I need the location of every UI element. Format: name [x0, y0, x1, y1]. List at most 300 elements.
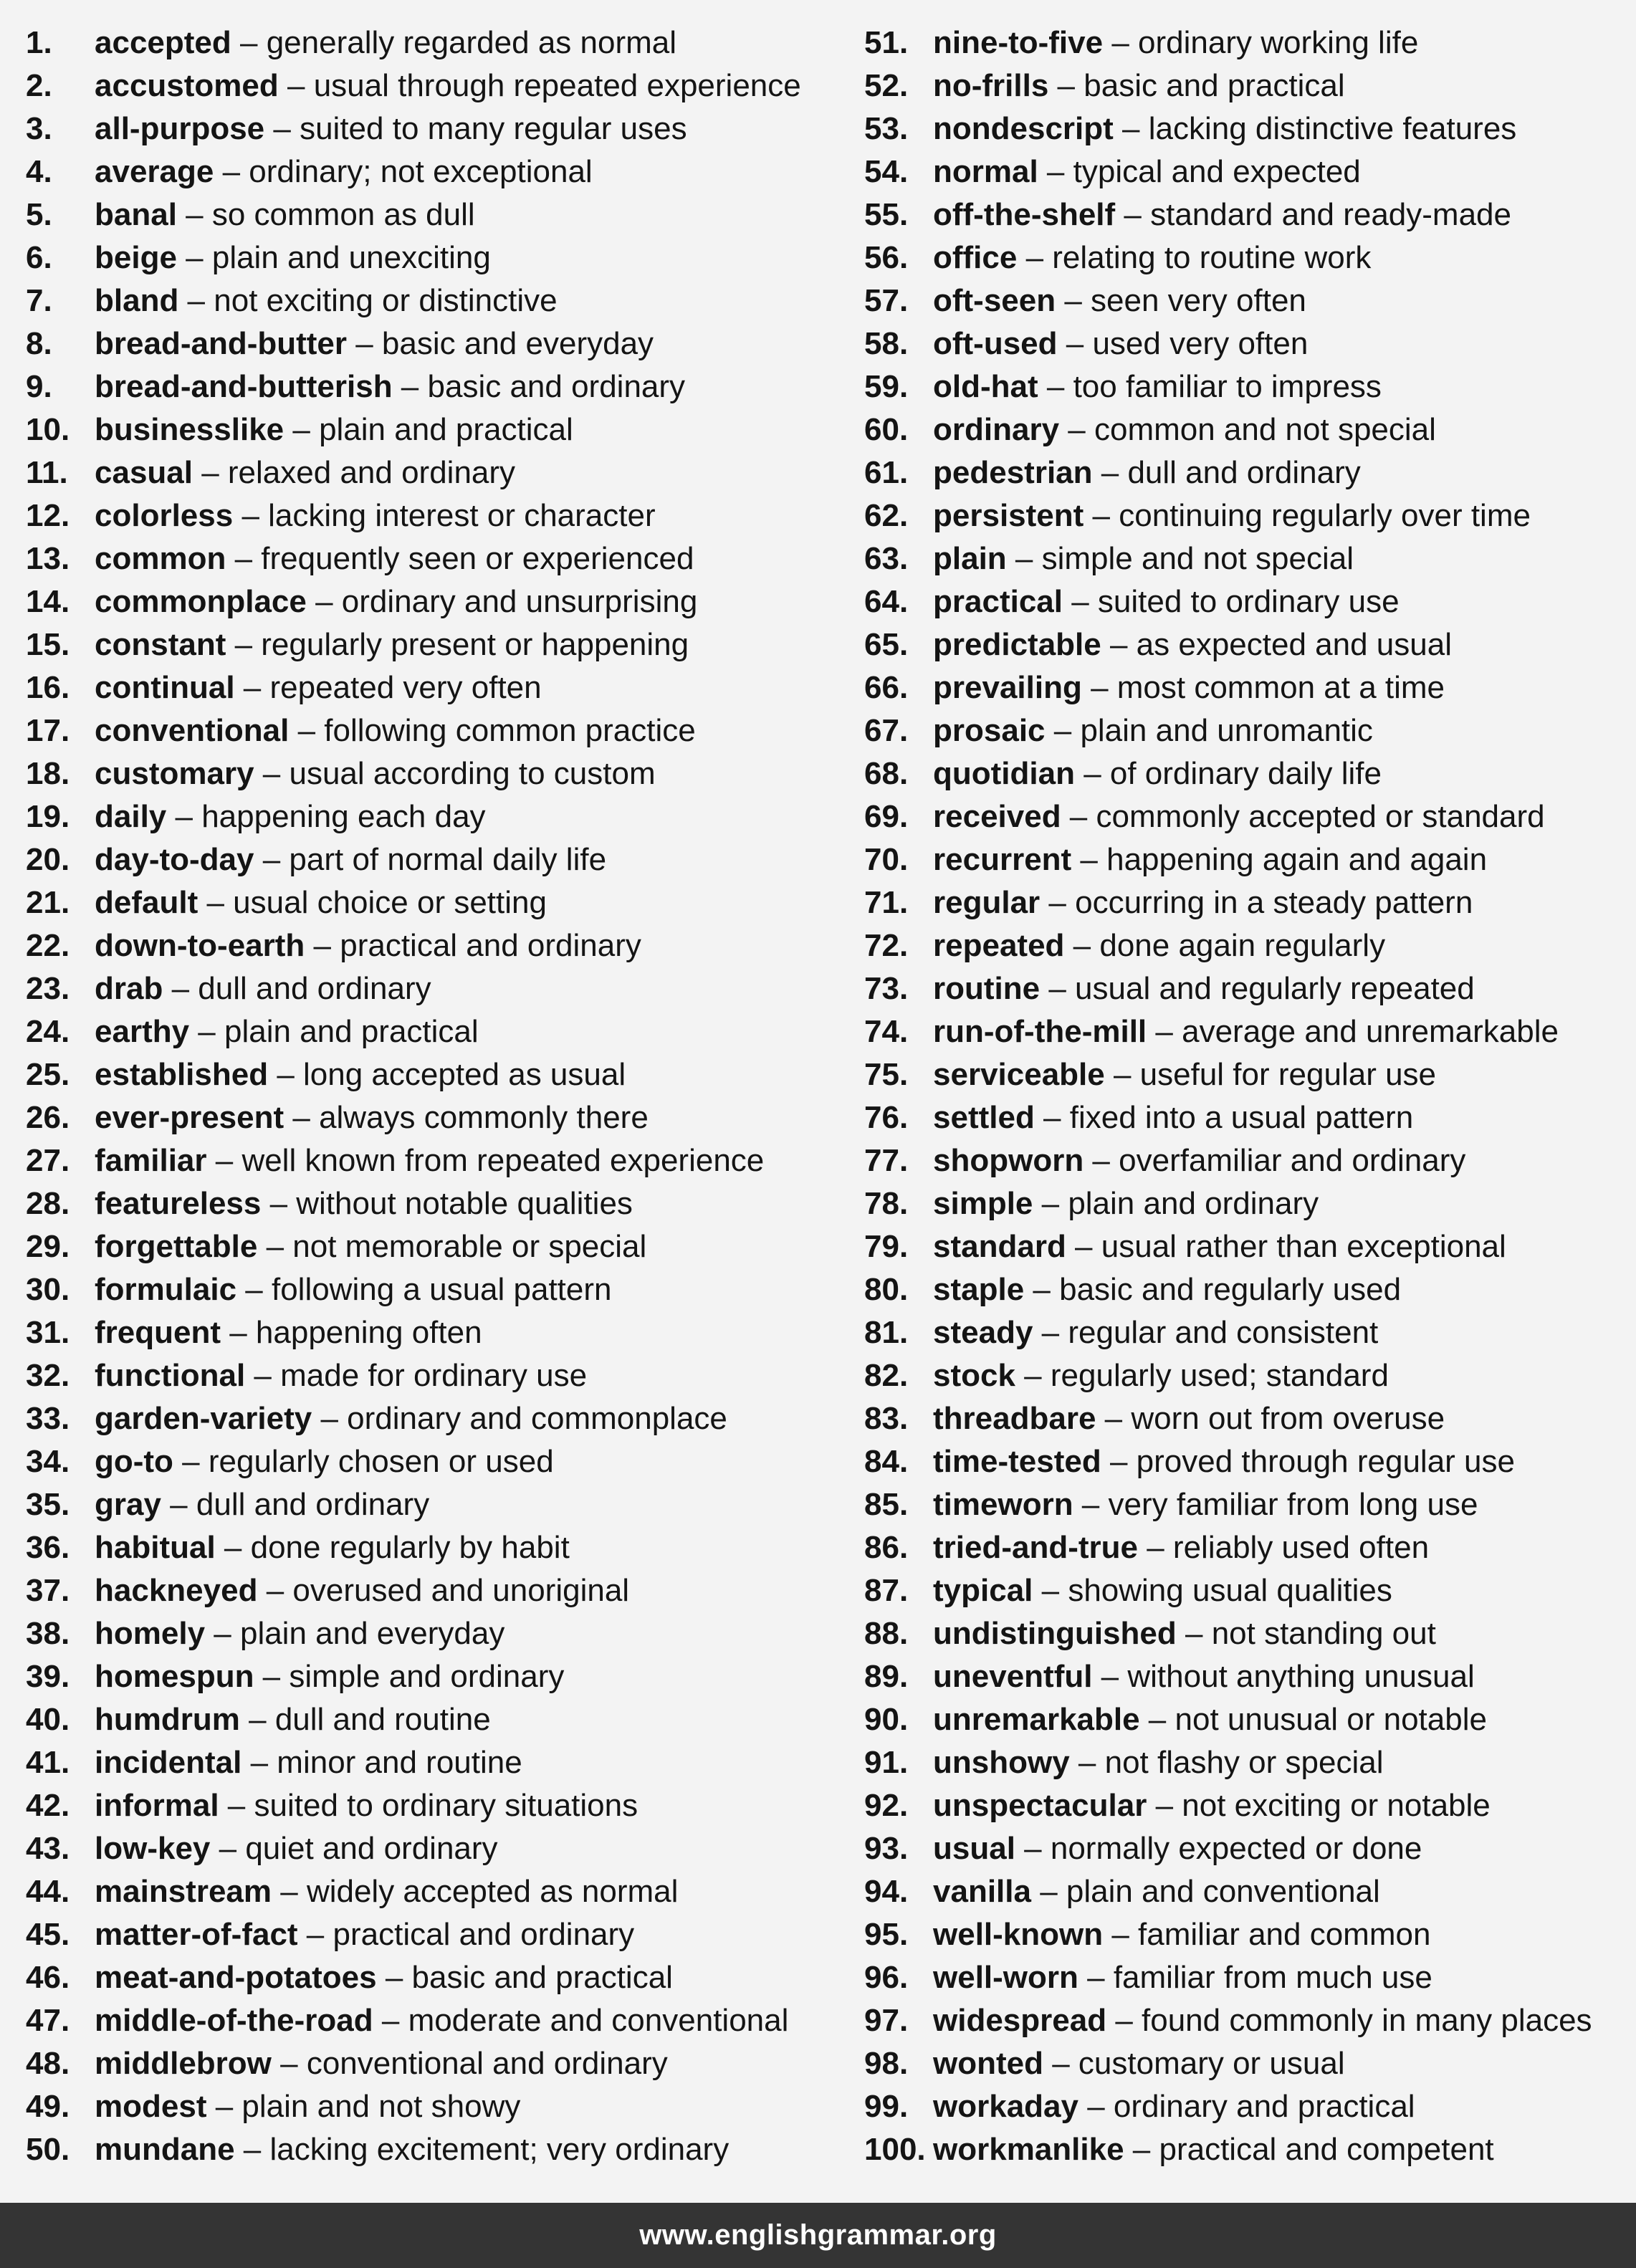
item-definition: plain and practical: [224, 1014, 479, 1049]
item-definition: proved through regular use: [1136, 1444, 1515, 1479]
item-word: casual: [95, 455, 193, 490]
item-number: 47.: [26, 2003, 70, 2038]
item-separator: –: [254, 1659, 290, 1694]
item-definition: simple and not special: [1041, 541, 1354, 576]
item-separator: –: [1084, 1143, 1119, 1178]
item-definition: relating to routine work: [1052, 240, 1372, 275]
item-word: accepted: [95, 25, 231, 60]
list-item: [864, 838, 1624, 881]
item-definition: customary or usual: [1078, 2046, 1345, 2081]
item-number: 28.: [26, 1186, 70, 1221]
list-item: [26, 1010, 836, 1053]
list-item: [864, 1655, 1624, 1698]
list-item: [26, 1483, 836, 1526]
item-definition: most common at a time: [1116, 670, 1445, 705]
item-separator: –: [1081, 670, 1117, 705]
list-item: [26, 236, 836, 279]
item-definition: usual and regularly repeated: [1075, 971, 1475, 1006]
item-number: 53.: [864, 111, 909, 146]
item-definition: plain and not showy: [241, 2089, 521, 2124]
item-definition: following common practice: [324, 713, 696, 748]
item-definition: as expected and usual: [1136, 627, 1452, 662]
item-definition: suited to ordinary situations: [254, 1788, 638, 1823]
item-definition: ordinary and practical: [1113, 2089, 1415, 2124]
item-word: received: [933, 799, 1061, 834]
item-definition: generally regarded as normal: [266, 25, 677, 60]
item-word: routine: [933, 971, 1041, 1006]
item-separator: –: [376, 1960, 412, 1995]
list-item: [864, 365, 1624, 408]
item-number: 76.: [864, 1100, 909, 1135]
list-item: [864, 1999, 1624, 2042]
item-number: 89.: [864, 1659, 909, 1694]
item-number: 71.: [864, 885, 909, 920]
list-item: [864, 1569, 1624, 1612]
item-word: middle-of-the-road: [95, 2003, 373, 2038]
item-number: 61.: [864, 455, 909, 490]
item-definition: overused and unoriginal: [292, 1573, 630, 1608]
item-separator: –: [163, 971, 198, 1006]
item-number: 51.: [864, 25, 909, 60]
item-number: 5.: [26, 197, 52, 232]
item-separator: –: [264, 111, 300, 146]
item-word: office: [933, 240, 1018, 275]
list-item: [26, 838, 836, 881]
item-definition: not unusual or notable: [1175, 1702, 1487, 1737]
item-separator: –: [189, 1014, 224, 1049]
list-item: [864, 967, 1624, 1010]
item-word: earthy: [95, 1014, 190, 1049]
item-separator: –: [1045, 713, 1081, 748]
item-definition: well known from repeated experience: [241, 1143, 765, 1178]
item-definition: fixed into a usual pattern: [1069, 1100, 1414, 1135]
item-separator: –: [1138, 1530, 1173, 1565]
item-definition: made for ordinary use: [280, 1358, 588, 1393]
item-word: old-hat: [933, 369, 1038, 404]
item-definition: happening again and again: [1106, 842, 1488, 877]
item-word: meat-and-potatoes: [95, 1960, 377, 1995]
item-word: nine-to-five: [933, 25, 1104, 60]
item-separator: –: [1038, 369, 1073, 404]
item-number: 14.: [26, 584, 70, 619]
list-item: [864, 451, 1624, 494]
item-word: standard: [933, 1229, 1066, 1264]
list-item: [864, 2128, 1624, 2171]
item-separator: –: [226, 627, 262, 662]
item-word: pedestrian: [933, 455, 1093, 490]
item-number: 96.: [864, 1960, 909, 1995]
footer-website-link[interactable]: www.englishgrammar.org: [639, 2219, 997, 2251]
list-item: [864, 1913, 1624, 1956]
item-number: 70.: [864, 842, 909, 877]
item-separator: –: [176, 240, 212, 275]
list-item: [864, 1612, 1624, 1655]
item-word: nondescript: [933, 111, 1114, 146]
list-item: [864, 881, 1624, 924]
item-separator: –: [206, 1143, 242, 1178]
item-separator: –: [1101, 627, 1137, 662]
item-word: all-purpose: [95, 111, 265, 146]
item-definition: dull and ordinary: [1127, 455, 1361, 490]
list-item: [26, 64, 836, 107]
item-definition: basic and practical: [1084, 68, 1345, 103]
item-separator: –: [1073, 1487, 1109, 1522]
item-word: oft-seen: [933, 283, 1056, 318]
item-number: 93.: [864, 1831, 909, 1866]
item-number: 74.: [864, 1014, 909, 1049]
list-item: [864, 408, 1624, 451]
item-definition: basic and ordinary: [427, 369, 686, 404]
item-definition: basic and regularly used: [1059, 1272, 1402, 1307]
item-word: garden-variety: [95, 1401, 312, 1436]
item-separator: –: [373, 2003, 408, 2038]
item-word: widespread: [933, 2003, 1107, 2038]
list-item: [864, 1311, 1624, 1354]
item-separator: –: [205, 1616, 240, 1651]
list-item: [864, 2042, 1624, 2085]
item-word: unspectacular: [933, 1788, 1147, 1823]
item-separator: –: [1115, 197, 1151, 232]
item-number: 26.: [26, 1100, 70, 1135]
item-number: 44.: [26, 1874, 70, 1909]
list-item: [864, 1354, 1624, 1397]
item-separator: –: [1092, 1659, 1128, 1694]
list-item: [26, 1526, 836, 1569]
item-number: 36.: [26, 1530, 70, 1565]
list-item: [864, 1741, 1624, 1784]
list-item: [864, 580, 1624, 623]
list-item: [864, 1010, 1624, 1053]
item-number: 97.: [864, 2003, 909, 2038]
item-definition: not exciting or notable: [1182, 1788, 1491, 1823]
item-separator: –: [1061, 799, 1096, 834]
item-separator: –: [206, 2089, 242, 2124]
item-number: 34.: [26, 1444, 70, 1479]
item-number: 82.: [864, 1358, 909, 1393]
list-item: [26, 1182, 836, 1225]
item-word: down-to-earth: [95, 928, 305, 963]
item-word: modest: [95, 2089, 207, 2124]
item-definition: not standing out: [1211, 1616, 1436, 1651]
word-list-column-right: [864, 21, 1624, 2171]
item-number: 91.: [864, 1745, 909, 1780]
item-number: 100.: [864, 2132, 926, 2167]
item-number: 30.: [26, 1272, 70, 1307]
item-separator: –: [297, 1917, 333, 1952]
item-separator: –: [1024, 1272, 1060, 1307]
item-number: 94.: [864, 1874, 909, 1909]
item-word: ever-present: [95, 1100, 284, 1135]
item-definition: practical and ordinary: [333, 1917, 635, 1952]
item-definition: practical and ordinary: [340, 928, 641, 963]
item-number: 83.: [864, 1401, 909, 1436]
item-word: go-to: [95, 1444, 173, 1479]
item-number: 90.: [864, 1702, 909, 1737]
item-separator: –: [1139, 1702, 1175, 1737]
list-item: [26, 1870, 836, 1913]
item-word: time-tested: [933, 1444, 1101, 1479]
item-number: 46.: [26, 1960, 70, 1995]
item-number: 80.: [864, 1272, 909, 1307]
item-number: 23.: [26, 971, 70, 1006]
item-definition: found commonly in many places: [1142, 2003, 1592, 2038]
item-number: 12.: [26, 498, 70, 533]
item-definition: usual through repeated experience: [313, 68, 801, 103]
item-word: mainstream: [95, 1874, 272, 1909]
list-item: [26, 322, 836, 365]
item-separator: –: [226, 541, 262, 576]
item-definition: happening each day: [201, 799, 486, 834]
item-separator: –: [1147, 1788, 1182, 1823]
item-word: quotidian: [933, 756, 1075, 791]
item-separator: –: [245, 1358, 281, 1393]
item-separator: –: [1034, 1100, 1070, 1135]
item-definition: overfamiliar and ordinary: [1119, 1143, 1466, 1178]
item-separator: –: [1056, 283, 1091, 318]
item-word: serviceable: [933, 1057, 1105, 1092]
item-definition: standard and ready-made: [1150, 197, 1511, 232]
list-item: [26, 1354, 836, 1397]
item-definition: quiet and ordinary: [245, 1831, 498, 1866]
item-word: staple: [933, 1272, 1025, 1307]
item-word: unremarkable: [933, 1702, 1140, 1737]
item-number: 6.: [26, 240, 52, 275]
item-number: 42.: [26, 1788, 70, 1823]
list-item: [26, 1913, 836, 1956]
word-list-column-left: [26, 21, 836, 2171]
item-number: 43.: [26, 1831, 70, 1866]
item-word: constant: [95, 627, 226, 662]
item-word: beige: [95, 240, 177, 275]
item-separator: –: [1096, 1401, 1132, 1436]
item-number: 13.: [26, 541, 70, 576]
item-word: drab: [95, 971, 163, 1006]
item-word: average: [95, 154, 214, 189]
item-separator: –: [1078, 1960, 1114, 1995]
item-separator: –: [1033, 1573, 1068, 1608]
item-separator: –: [173, 1444, 209, 1479]
list-item: [864, 1526, 1624, 1569]
item-separator: –: [198, 885, 234, 920]
item-word: frequent: [95, 1315, 221, 1350]
item-definition: minor and routine: [277, 1745, 522, 1780]
item-word: bread-and-butterish: [95, 369, 393, 404]
item-number: 68.: [864, 756, 909, 791]
footer-bar: [0, 2203, 1636, 2268]
item-number: 52.: [864, 68, 909, 103]
list-item: [864, 494, 1624, 537]
item-separator: –: [1066, 1229, 1101, 1264]
item-number: 99.: [864, 2089, 909, 2124]
item-definition: without anything unusual: [1127, 1659, 1475, 1694]
item-number: 35.: [26, 1487, 70, 1522]
item-separator: –: [284, 1100, 320, 1135]
item-separator: –: [192, 455, 228, 490]
list-item: [864, 279, 1624, 322]
item-definition: plain and conventional: [1066, 1874, 1380, 1909]
item-separator: –: [215, 1530, 251, 1565]
list-item: [864, 1440, 1624, 1483]
item-word: recurrent: [933, 842, 1072, 877]
item-separator: –: [1106, 2003, 1142, 2038]
list-item: [26, 2128, 836, 2171]
item-definition: familiar from much use: [1113, 1960, 1432, 1995]
item-word: prevailing: [933, 670, 1082, 705]
item-definition: showing usual qualities: [1068, 1573, 1392, 1608]
list-item: [864, 1096, 1624, 1139]
item-number: 21.: [26, 885, 70, 920]
item-definition: common and not special: [1094, 412, 1436, 447]
item-word: uneventful: [933, 1659, 1093, 1694]
item-word: conventional: [95, 713, 290, 748]
item-definition: repeated very often: [269, 670, 542, 705]
list-item: [26, 193, 836, 236]
item-word: timeworn: [933, 1487, 1073, 1522]
item-word: homespun: [95, 1659, 254, 1694]
item-definition: frequently seen or experienced: [261, 541, 694, 576]
item-word: hackneyed: [95, 1573, 258, 1608]
item-definition: so common as dull: [211, 197, 475, 232]
item-separator: –: [347, 326, 382, 361]
item-word: steady: [933, 1315, 1033, 1350]
item-number: 65.: [864, 627, 909, 662]
item-separator: –: [241, 1745, 277, 1780]
item-number: 73.: [864, 971, 909, 1006]
list-item: [26, 1139, 836, 1182]
item-definition: suited to many regular uses: [300, 111, 687, 146]
item-separator: –: [1064, 928, 1100, 963]
item-definition: used very often: [1092, 326, 1309, 361]
item-number: 29.: [26, 1229, 70, 1264]
list-item: [864, 1956, 1624, 1999]
list-item: [864, 1268, 1624, 1311]
item-separator: –: [271, 2046, 307, 2081]
item-word: prosaic: [933, 713, 1046, 748]
item-word: threadbare: [933, 1401, 1096, 1436]
item-number: 19.: [26, 799, 70, 834]
item-word: familiar: [95, 1143, 207, 1178]
item-definition: normally expected or done: [1050, 1831, 1422, 1866]
item-word: gray: [95, 1487, 161, 1522]
item-definition: suited to ordinary use: [1097, 584, 1400, 619]
list-item: [26, 752, 836, 795]
item-word: informal: [95, 1788, 219, 1823]
item-definition: occurring in a steady pattern: [1075, 885, 1473, 920]
list-item: [26, 1698, 836, 1741]
item-number: 39.: [26, 1659, 70, 1694]
item-word: undistinguished: [933, 1616, 1177, 1651]
list-item: [864, 1225, 1624, 1268]
item-definition: worn out from overuse: [1131, 1401, 1445, 1436]
item-word: usual: [933, 1831, 1015, 1866]
list-item: [26, 795, 836, 838]
item-separator: –: [1040, 971, 1076, 1006]
item-definition: basic and practical: [411, 1960, 673, 1995]
item-separator: –: [234, 2132, 270, 2167]
item-definition: simple and ordinary: [289, 1659, 565, 1694]
word-list: [0, 21, 1636, 2171]
item-number: 20.: [26, 842, 70, 877]
item-number: 63.: [864, 541, 909, 576]
item-definition: plain and unexciting: [211, 240, 491, 275]
item-separator: –: [284, 412, 320, 447]
item-definition: dull and routine: [274, 1702, 491, 1737]
item-separator: –: [176, 197, 212, 232]
item-word: simple: [933, 1186, 1033, 1221]
list-item: [26, 21, 836, 64]
item-number: 11.: [26, 455, 68, 490]
item-separator: –: [1062, 584, 1098, 619]
item-definition: of ordinary daily life: [1109, 756, 1382, 791]
item-separator: –: [1071, 842, 1107, 877]
item-word: regular: [933, 885, 1041, 920]
item-number: 18.: [26, 756, 70, 791]
item-number: 72.: [864, 928, 909, 963]
item-definition: plain and practical: [319, 412, 573, 447]
item-number: 9.: [26, 369, 52, 404]
list-item: [864, 752, 1624, 795]
item-word: practical: [933, 584, 1063, 619]
list-item: [864, 924, 1624, 967]
item-definition: moderate and conventional: [408, 2003, 789, 2038]
item-word: off-the-shelf: [933, 197, 1116, 232]
list-item: [26, 365, 836, 408]
item-word: well-worn: [933, 1960, 1078, 1995]
item-separator: –: [1033, 1186, 1068, 1221]
item-definition: usual rather than exceptional: [1101, 1229, 1506, 1264]
item-definition: part of normal daily life: [289, 842, 607, 877]
list-item: [26, 2042, 836, 2085]
item-word: predictable: [933, 627, 1101, 662]
item-number: 67.: [864, 713, 909, 748]
list-item: [26, 1655, 836, 1698]
list-item: [864, 795, 1624, 838]
item-word: bread-and-butter: [95, 326, 347, 361]
item-number: 4.: [26, 154, 52, 189]
item-number: 22.: [26, 928, 70, 963]
list-item: [26, 1612, 836, 1655]
item-definition: plain and everyday: [239, 1616, 505, 1651]
item-definition: plain and unromantic: [1080, 713, 1373, 748]
item-definition: lacking excitement; very ordinary: [269, 2132, 729, 2167]
item-word: oft-used: [933, 326, 1058, 361]
item-word: default: [95, 885, 198, 920]
item-separator: –: [236, 1272, 272, 1307]
item-definition: ordinary and unsurprising: [341, 584, 698, 619]
item-definition: conventional and ordinary: [306, 2046, 668, 2081]
item-separator: –: [1033, 1315, 1068, 1350]
item-definition: ordinary working life: [1138, 25, 1419, 60]
list-item: [26, 924, 836, 967]
item-definition: done regularly by habit: [250, 1530, 570, 1565]
list-item: [864, 2085, 1624, 2128]
item-definition: practical and competent: [1159, 2132, 1494, 2167]
item-word: settled: [933, 1100, 1035, 1135]
item-number: 98.: [864, 2046, 909, 2081]
item-number: 78.: [864, 1186, 909, 1221]
list-item: [26, 881, 836, 924]
item-definition: commonly accepted or standard: [1096, 799, 1545, 834]
item-number: 49.: [26, 2089, 70, 2124]
item-separator: –: [1078, 2089, 1114, 2124]
list-item: [864, 21, 1624, 64]
item-number: 92.: [864, 1788, 909, 1823]
item-separator: –: [1030, 1874, 1066, 1909]
item-number: 59.: [864, 369, 909, 404]
item-word: matter-of-fact: [95, 1917, 298, 1952]
item-word: commonplace: [95, 584, 307, 619]
item-number: 58.: [864, 326, 909, 361]
